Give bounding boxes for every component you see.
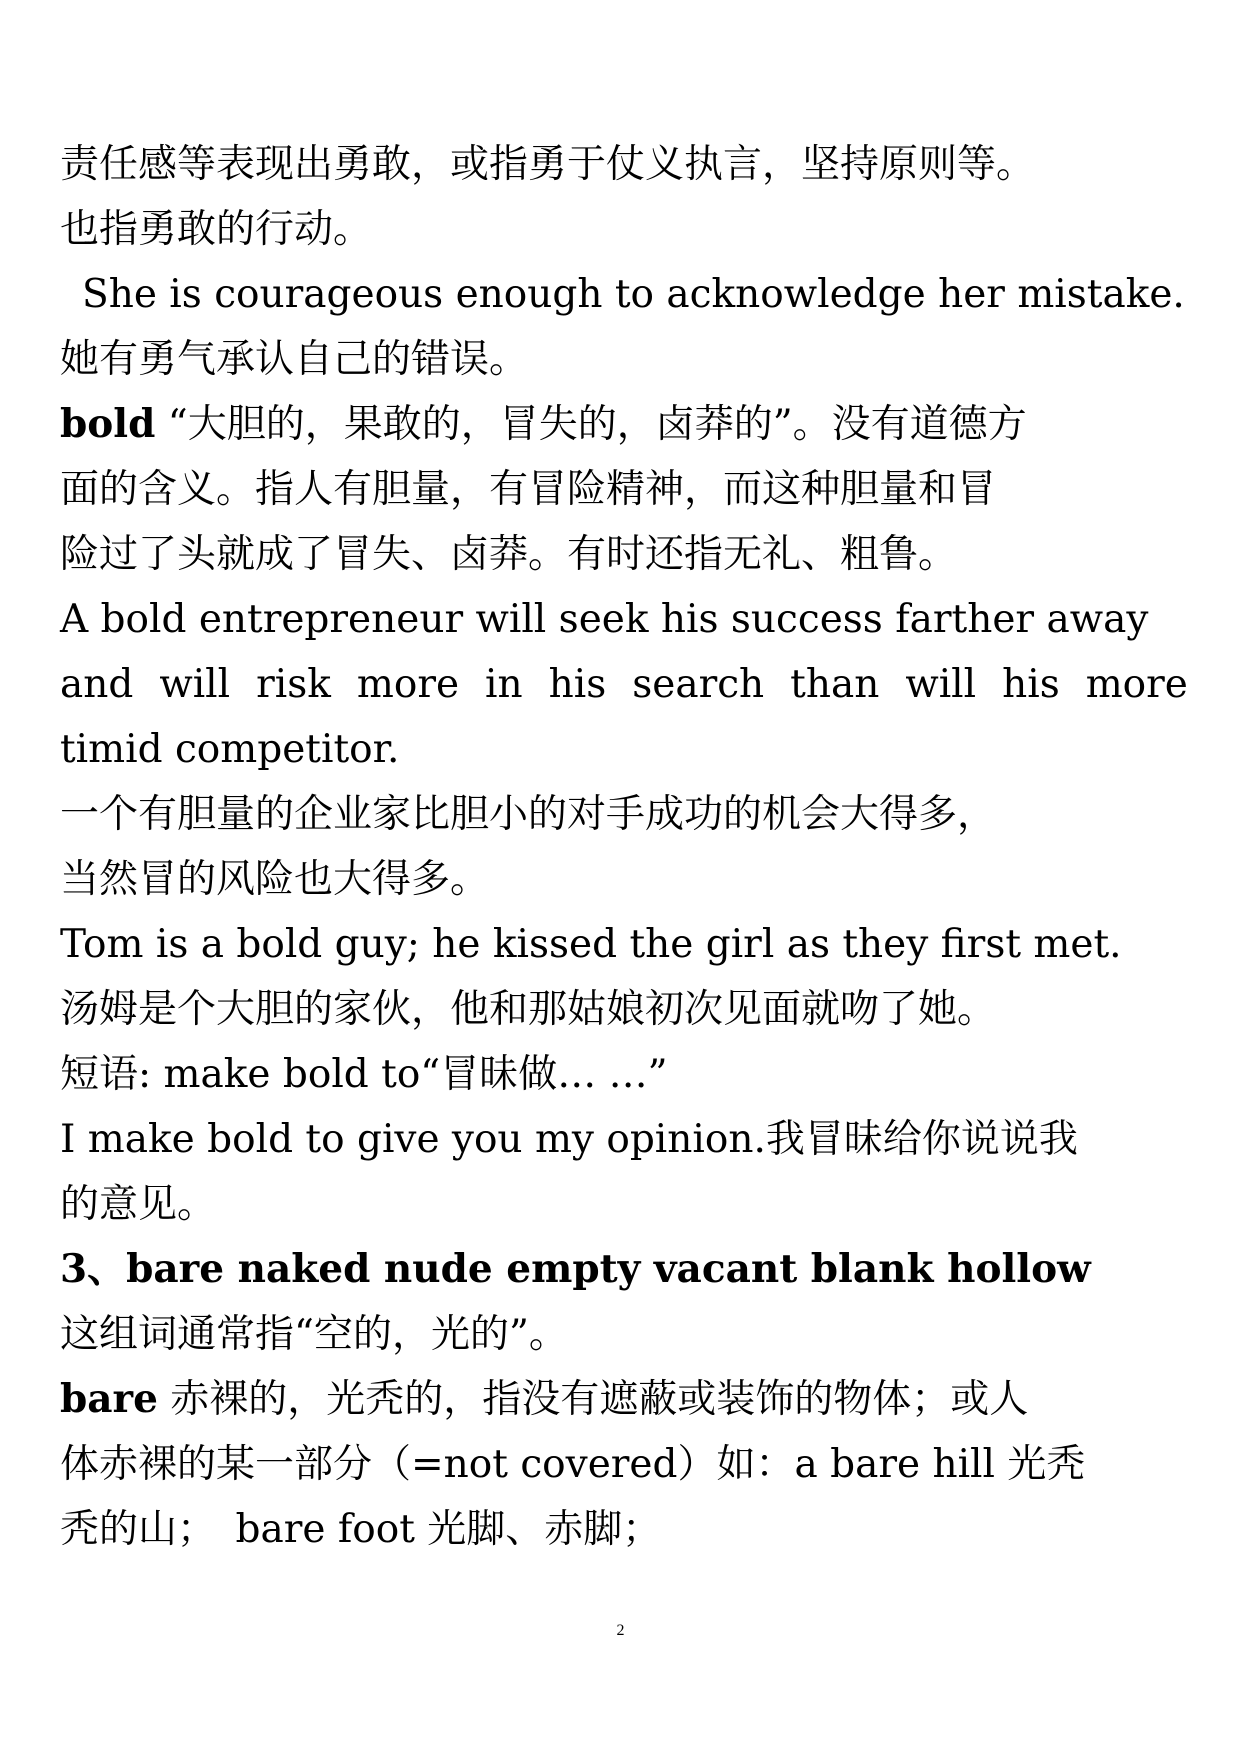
example-sentence: 的意见。: [60, 1182, 217, 1227]
word: his: [1002, 662, 1060, 707]
section-intro: 这组词通常指“空的，光的”。: [60, 1312, 568, 1357]
example-sentence-zh: 一个有胆量的企业家比胆小的对手成功的机会大得多，: [60, 792, 997, 837]
example-sentence-zh: 汤姆是个大胆的家伙，他和那姑娘初次见面就吻了她。: [60, 987, 997, 1032]
word: will: [905, 662, 977, 707]
paragraph-line: 责任感等表现出勇敢，或指勇于仗义执言，坚持原则等。: [60, 142, 1036, 187]
word: and: [60, 662, 134, 707]
entry-term: bare: [60, 1376, 158, 1422]
example-sentence-en-justified: [60, 652, 1188, 717]
example-sentence-en: Tom is a bold guy; he kissed the girl as they first met.: [60, 922, 1122, 967]
example-sentence-en: timid competitor.: [60, 727, 400, 772]
word: more: [1085, 662, 1188, 707]
word: search: [632, 662, 765, 707]
phrase-line: 短语: make bold to“冒昧做… …”: [60, 1052, 668, 1097]
entry-bare-line: [60, 1367, 1188, 1432]
document-body: [60, 132, 1188, 1562]
entry-bold-line: [60, 392, 1188, 457]
example-sentence: I make bold to give you my opinion.我冒昧给你说说我: [60, 1117, 1078, 1162]
word: his: [548, 662, 607, 707]
word: risk: [256, 662, 331, 707]
paragraph-line: 体赤裸的某一部分（=not covered）如：a bare hill 光秃: [60, 1442, 1086, 1487]
paragraph-line: 秃的山； bare foot 光脚、赤脚；: [60, 1507, 662, 1552]
example-sentence-en: She is courageous enough to acknowledge her mistake.: [82, 272, 1185, 317]
word: in: [485, 662, 523, 707]
section-heading: 3、bare naked nude empty vacant blank hollow: [60, 1246, 1091, 1292]
paragraph-line: 面的含义。指人有胆量，有冒险精神，而这种胆量和冒: [60, 467, 997, 512]
page-number: 2: [616, 1622, 625, 1639]
word: will: [159, 662, 231, 707]
word: more: [356, 662, 460, 707]
example-sentence-zh: 当然冒的风险也大得多。: [60, 857, 490, 902]
entry-definition: 赤裸的，光秃的，指没有遮蔽或装饰的物体；或人: [157, 1377, 1029, 1422]
paragraph-line: 险过了头就成了冒失、卤莽。有时还指无礼、粗鲁。: [60, 532, 958, 577]
entry-definition: “大胆的，果敢的，冒失的，卤莽的”。没有道德方: [155, 402, 1027, 447]
example-sentence-zh: 她有勇气承认自己的错误。: [60, 337, 529, 382]
entry-term: bold: [60, 401, 156, 447]
word: than: [790, 662, 880, 707]
example-sentence-en: A bold entrepreneur will seek his success farther away: [60, 597, 1149, 642]
paragraph-line: 也指勇敢的行动。: [60, 207, 373, 252]
